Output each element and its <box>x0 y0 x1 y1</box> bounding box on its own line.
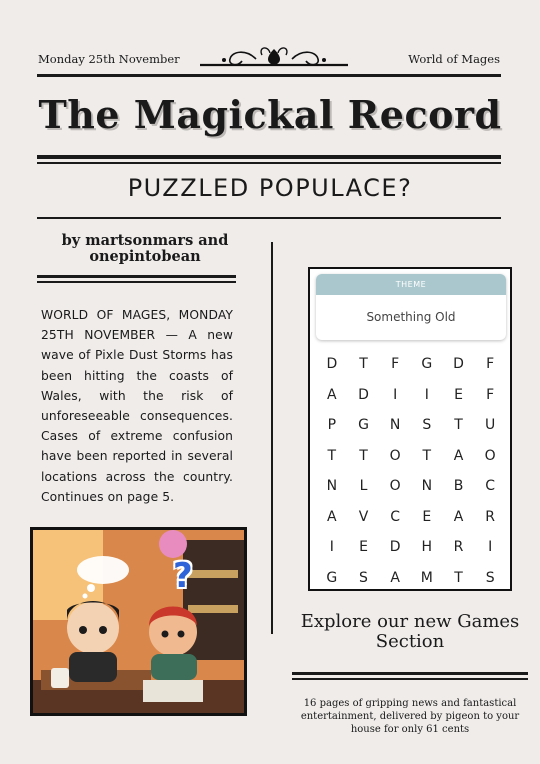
article-photo <box>30 527 247 716</box>
grid-letter[interactable]: H <box>421 539 433 555</box>
column-divider <box>271 242 273 634</box>
grid-letter[interactable]: A <box>327 508 337 525</box>
grid-letter[interactable]: A <box>327 386 337 403</box>
grid-letter[interactable]: D <box>453 356 464 372</box>
byline: by martsonmars and onepintobean <box>61 232 229 265</box>
promo-rule-thick <box>292 672 528 675</box>
grid-letter[interactable]: G <box>358 417 369 433</box>
photo-illustration <box>33 530 244 713</box>
grid-letter[interactable]: S <box>485 569 495 586</box>
grid-letter[interactable]: N <box>326 478 338 494</box>
grid-letter[interactable]: S <box>422 417 432 433</box>
grid-letter[interactable]: N <box>389 417 401 433</box>
grid-letter[interactable]: T <box>454 569 463 586</box>
grid-letter[interactable]: T <box>359 447 368 464</box>
grid-letter[interactable]: D <box>326 356 338 372</box>
ornament-icon <box>196 43 352 73</box>
grid-letter[interactable]: E <box>454 386 463 403</box>
grid-letter[interactable]: I <box>393 386 398 403</box>
grid-letter[interactable]: T <box>454 417 463 433</box>
publication-name: World of Mages <box>408 52 500 66</box>
masthead-rule-thick <box>37 155 501 159</box>
letter-grid <box>316 349 506 593</box>
grid-letter[interactable]: A <box>390 569 400 586</box>
grid-letter[interactable]: V <box>358 508 369 525</box>
grid-letter[interactable]: T <box>359 356 368 372</box>
grid-letter[interactable]: T <box>327 447 337 464</box>
grid-letter[interactable]: C <box>485 478 496 494</box>
grid-letter[interactable]: F <box>391 356 400 372</box>
grid-letter[interactable]: N <box>421 478 433 494</box>
grid-letter[interactable]: F <box>486 356 495 372</box>
grid-letter[interactable]: B <box>453 478 464 494</box>
grid-letter[interactable]: O <box>389 478 401 494</box>
theme-card <box>316 274 506 340</box>
grid-letter[interactable]: R <box>453 539 464 555</box>
grid-letter[interactable]: O <box>389 447 401 464</box>
grid-letter[interactable]: C <box>390 508 401 525</box>
promo-rule-thin <box>292 678 528 680</box>
theme-value: Something Old <box>366 310 456 324</box>
headline-rule <box>37 217 501 219</box>
header-divider <box>37 74 501 77</box>
grid-letter[interactable]: E <box>422 508 432 525</box>
headline: PUZZLED POPULACE? <box>127 174 413 202</box>
grid-letter[interactable]: I <box>488 539 493 555</box>
grid-letter[interactable]: I <box>329 539 334 555</box>
masthead-rule-thin <box>37 162 501 164</box>
grid-letter[interactable]: R <box>485 508 496 525</box>
grid-letter[interactable]: M <box>420 569 433 586</box>
grid-letter[interactable]: G <box>421 356 433 372</box>
grid-letter[interactable]: A <box>453 447 464 464</box>
subscription-tagline: 16 pages of gripping news and fantastical entertainment, delivered by pigeon to your house for only 61 cents <box>300 698 520 735</box>
grid-letter[interactable]: D <box>389 539 401 555</box>
grid-letter[interactable]: U <box>485 417 496 433</box>
question-mark-icon: ? <box>173 556 193 596</box>
byline-rule-thin <box>37 281 236 283</box>
games-section-promo: Explore our new Games Section <box>300 611 520 652</box>
grid-letter[interactable]: F <box>486 386 495 403</box>
byline-rule-thick <box>37 275 236 278</box>
grid-letter[interactable]: D <box>358 386 369 403</box>
grid-letter[interactable]: P <box>327 417 337 433</box>
grid-letter[interactable]: G <box>326 569 338 586</box>
grid-letter[interactable]: E <box>359 539 368 555</box>
grid-letter[interactable]: S <box>359 569 368 586</box>
word-search-panel <box>308 267 512 591</box>
theme-label: THEME <box>316 274 506 295</box>
grid-letter[interactable]: O <box>484 447 496 464</box>
issue-date: Monday 25th November <box>38 52 180 66</box>
grid-letter[interactable]: A <box>453 508 464 525</box>
article-body: WORLD OF MAGES, MONDAY 25TH NOVEMBER — A new wave of Pixle Dust Storms has been hitting the coasts of Wales, with the risk of unforeseeable consequences. Cases of extreme confusion have been reported in several locations across the country. Continues on page 5. <box>41 308 233 504</box>
grid-letter[interactable]: T <box>422 447 432 464</box>
grid-letter[interactable]: L <box>359 478 368 494</box>
grid-letter[interactable]: I <box>424 386 429 403</box>
masthead-title: The Magickal Record <box>38 92 502 137</box>
